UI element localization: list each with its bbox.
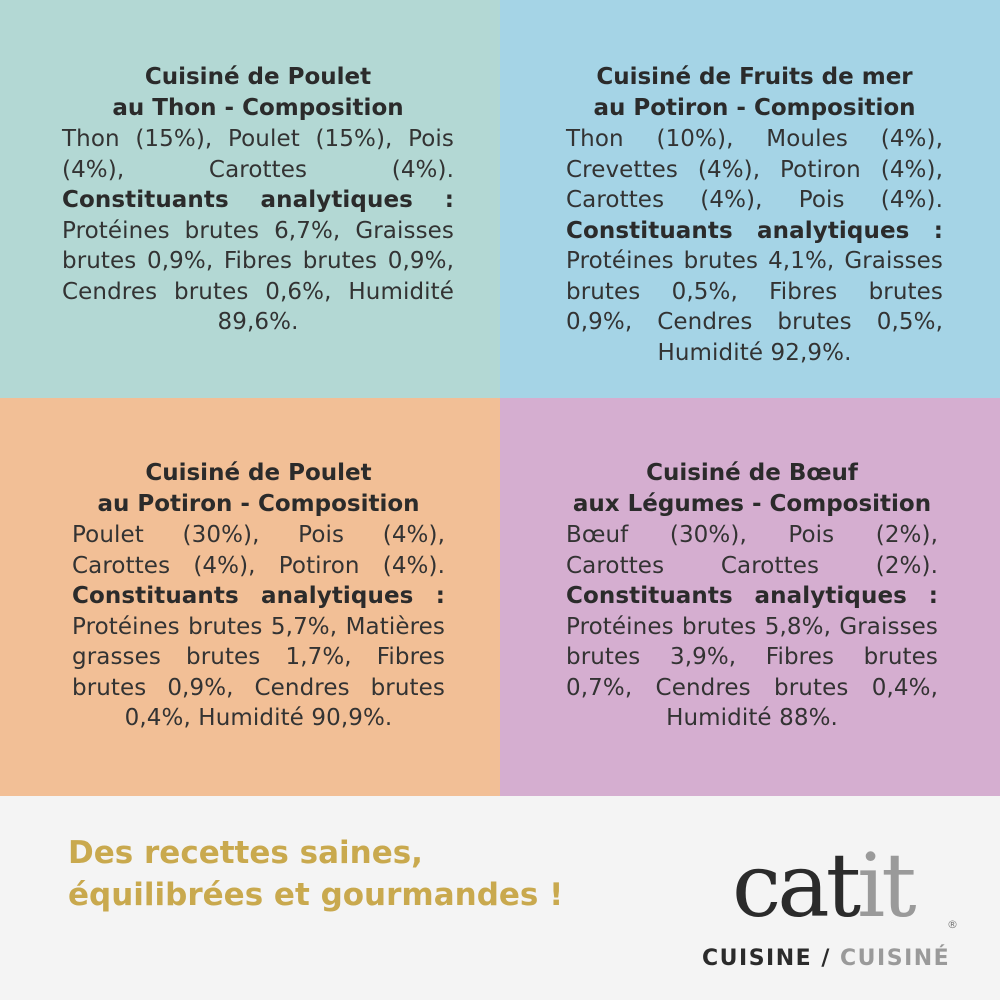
- analytic-values: Protéines brutes 5,7%, Matières grasses brutes 1,7%, Fibres brutes 0,9%, Cendres brutes 0,4%, Humidité 90,9%.: [72, 613, 445, 731]
- logo-subtitle: [702, 946, 950, 971]
- recipe-details: [566, 520, 938, 734]
- slogan-line1: Des recettes saines,: [68, 835, 423, 871]
- recipe-card-chicken-pumpkin: [0, 398, 500, 796]
- recipe-title-line1: Cuisiné de Bœuf: [646, 460, 858, 486]
- composition-text: Thon (15%), Poulet (15%), Pois (4%), Carottes (4%).: [62, 126, 454, 183]
- recipe-details: [62, 124, 454, 338]
- analytic-label: Constituants analytiques :: [62, 187, 454, 213]
- analytic-values: Protéines brutes 5,8%, Graisses brutes 3,9%, Fibres brutes 0,7%, Cendres brutes 0,4%, Humidité 88%.: [566, 613, 938, 731]
- footer: [0, 796, 1000, 1000]
- recipe-card-seafood-pumpkin: [500, 0, 1000, 398]
- logo-sub-grey: CUISINÉ: [840, 946, 951, 971]
- recipe-title-line2: au Potiron - Composition: [593, 95, 916, 121]
- recipe-title-line1: Cuisiné de Poulet: [144, 64, 372, 90]
- analytic-label: Constituants analytiques :: [566, 217, 943, 244]
- analytic-values: Protéines brutes 4,1%, Graisses brutes 0,5%, Fibres brutes 0,9%, Cendres brutes 0,5%, Humidité 92,9%.: [566, 248, 943, 366]
- registered-mark: ®: [947, 918, 958, 931]
- analytic-label: Constituants analytiques :: [566, 583, 938, 609]
- recipe-title: [72, 458, 445, 520]
- recipe-title-line2: aux Légumes - Composition: [572, 491, 932, 517]
- recipe-card-beef-vegetables: [500, 398, 1000, 796]
- logo-text-grey: it: [857, 834, 913, 937]
- analytic-values: Protéines brutes 6,7%, Graisses brutes 0,9%, Fibres brutes 0,9%, Cendres brutes 0,6%, Humidité 89,6%.: [62, 217, 454, 335]
- composition-text: Thon (10%), Moules (4%), Crevettes (4%), Potiron (4%), Carottes (4%), Pois (4%).: [566, 126, 943, 213]
- recipe-title-line2: au Potiron - Composition: [97, 491, 420, 517]
- recipe-title-line2: au Thon - Composition: [112, 95, 404, 121]
- recipe-details: [566, 124, 943, 368]
- slogan: [68, 832, 588, 916]
- composition-text: Poulet (30%), Pois (4%), Carottes (4%), Potiron (4%).: [72, 522, 445, 579]
- recipe-title-line1: Cuisiné de Fruits de mer: [596, 64, 913, 90]
- logo-sub-dark: CUISINE /: [702, 946, 841, 971]
- recipe-details: [72, 520, 445, 734]
- recipe-card-chicken-tuna: [0, 0, 500, 398]
- catit-logo: [700, 836, 960, 976]
- recipe-title: [566, 458, 938, 520]
- analytic-label: Constituants analytiques :: [72, 583, 445, 609]
- composition-text: Bœuf (30%), Pois (2%), Carottes Carottes (2%).: [566, 522, 938, 579]
- recipe-title: [566, 62, 943, 124]
- recipe-title: [62, 62, 454, 124]
- slogan-line2: équilibrées et gourmandes !: [68, 877, 564, 913]
- logo-wordmark: [732, 836, 913, 936]
- logo-text-dark: cat: [732, 834, 858, 937]
- recipe-title-line1: Cuisiné de Poulet: [145, 460, 372, 486]
